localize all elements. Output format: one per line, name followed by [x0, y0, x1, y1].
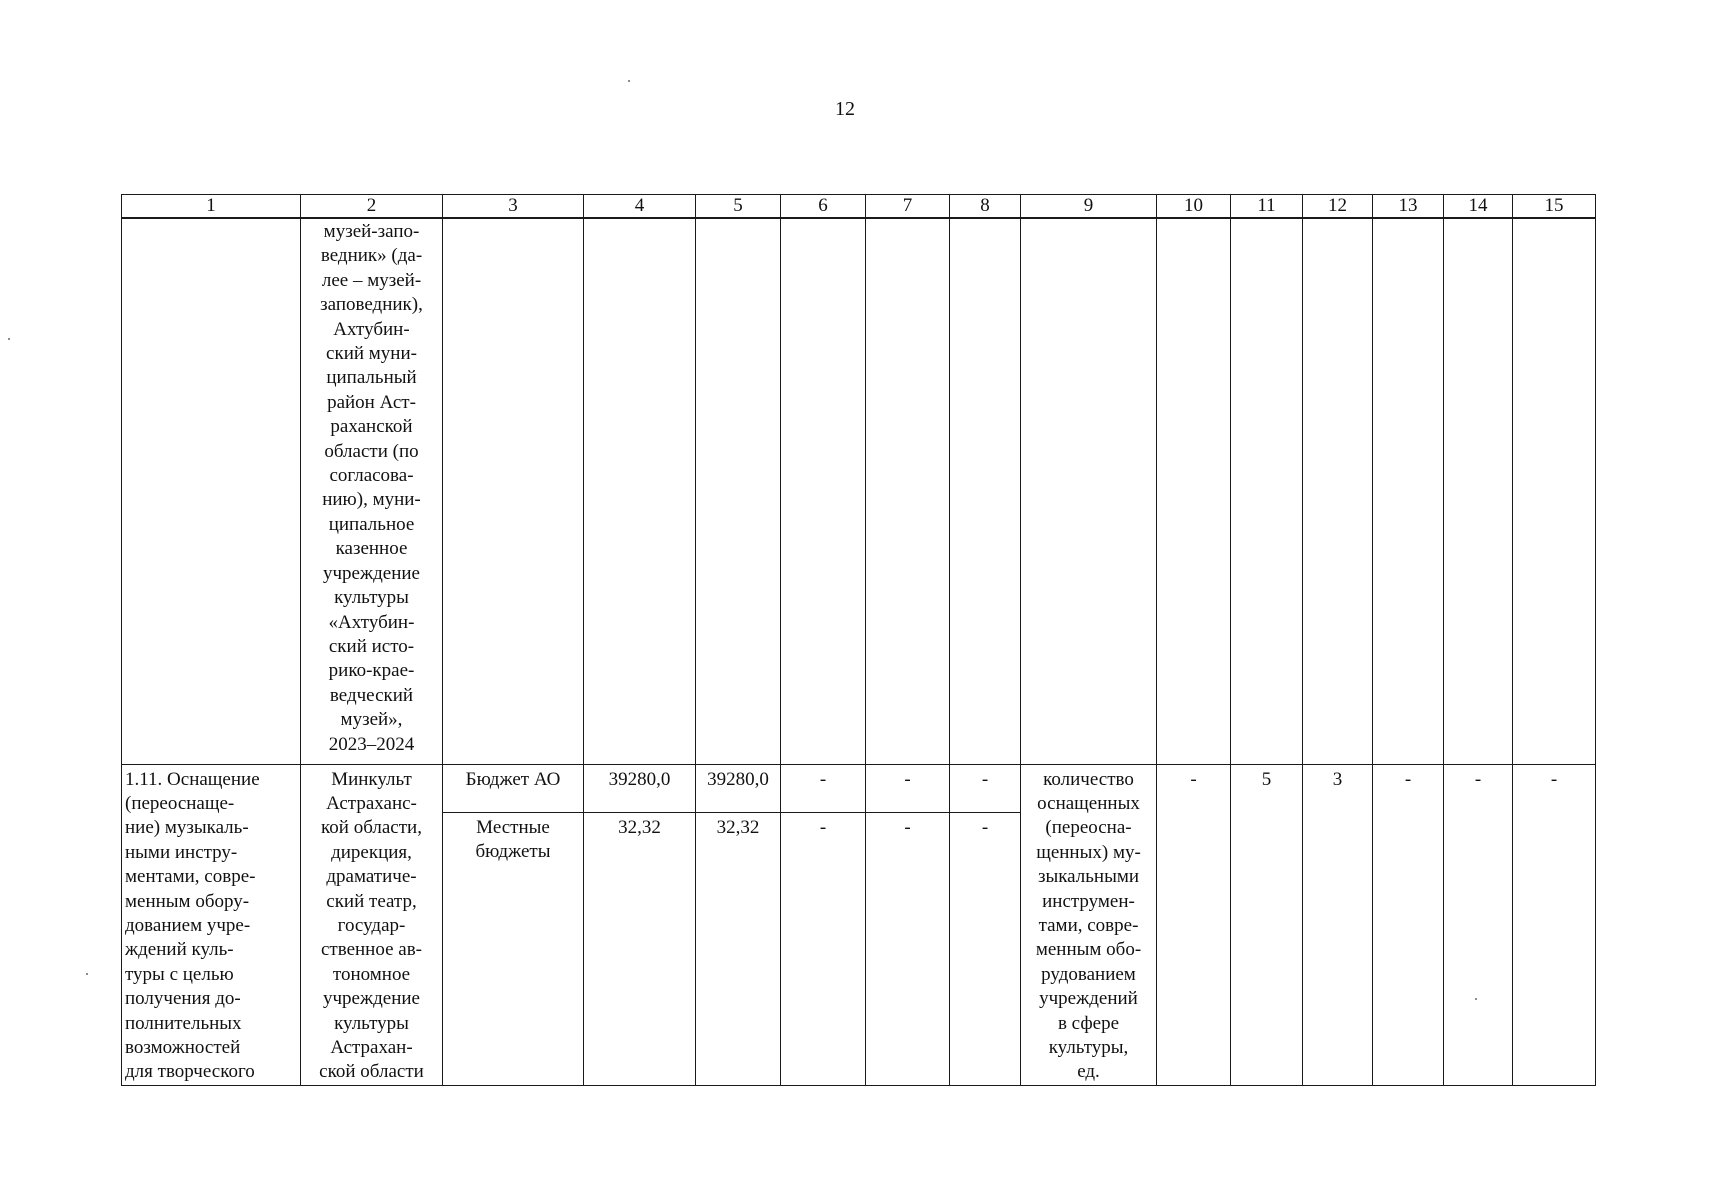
funding-source: Бюджет АО	[443, 764, 584, 812]
empty-cell	[866, 218, 950, 764]
empty-cell	[1157, 218, 1231, 764]
column-number: 6	[781, 195, 866, 219]
indicator-value: 3	[1303, 764, 1373, 1085]
column-number: 1	[122, 195, 301, 219]
column-number: 10	[1157, 195, 1231, 219]
scan-speck	[628, 80, 630, 82]
indicator-value: -	[1444, 764, 1513, 1085]
column-number: 15	[1513, 195, 1596, 219]
empty-cell	[1021, 218, 1157, 764]
funding-value: -	[866, 812, 950, 1085]
funding-value: 32,32	[584, 812, 696, 1085]
empty-cell	[781, 218, 866, 764]
column-number-row	[122, 195, 1596, 219]
empty-cell	[1513, 218, 1596, 764]
column-number: 11	[1231, 195, 1303, 219]
column-number: 7	[866, 195, 950, 219]
column-number: 3	[443, 195, 584, 219]
indicator-value: -	[1513, 764, 1596, 1085]
funding-value: 39280,0	[584, 764, 696, 812]
funding-value: -	[950, 764, 1021, 812]
page-number: 12	[835, 98, 855, 120]
program-table	[121, 194, 1596, 1086]
column-number: 14	[1444, 195, 1513, 219]
column-number: 12	[1303, 195, 1373, 219]
empty-cell	[1303, 218, 1373, 764]
indicator-name: количество оснащенных (переосна- щенных) му- зыкальными инструмен- тами, совре- менным обо- рудованием учреждений в сфере культуры, ед.	[1021, 764, 1157, 1085]
scan-speck	[1475, 998, 1477, 1000]
empty-cell	[122, 218, 301, 764]
indicator-value: -	[1157, 764, 1231, 1085]
scan-speck	[8, 338, 10, 340]
indicator-value: 5	[1231, 764, 1303, 1085]
empty-cell	[1373, 218, 1444, 764]
executor-continuation: музей-запо- ведник» (да- лее – музей- заповедник), Ахтубин- ский муни- ципальный район Аст- раханской области (по согласова- нию), муни- ципальное казенное учреждение культуры «Ахтубин- ский исто- рико-крае- ведческий музей», 2023–2024	[301, 218, 443, 764]
column-number: 9	[1021, 195, 1157, 219]
empty-cell	[950, 218, 1021, 764]
column-number: 8	[950, 195, 1021, 219]
empty-cell	[1444, 218, 1513, 764]
measure-executor: Минкульт Астраханс- кой области, дирекция, драматиче- ский театр, государ- ственное ав- тономное учреждение культуры Астрахан- ской области	[301, 764, 443, 1085]
continued-row	[122, 218, 1596, 764]
funding-source: Местные бюджеты	[443, 812, 584, 1085]
empty-cell	[584, 218, 696, 764]
empty-cell	[443, 218, 584, 764]
column-number: 4	[584, 195, 696, 219]
indicator-value: -	[1373, 764, 1444, 1085]
measure-name: 1.11. Оснащение (переоснаще- ние) музыкаль- ными инстру- ментами, совре- менным обору- дованием учре- ждений куль- туры с целью получения до- полнительных возможностей для творческого	[122, 764, 301, 1085]
empty-cell	[1231, 218, 1303, 764]
scan-speck	[86, 973, 88, 975]
funding-value: 39280,0	[696, 764, 781, 812]
funding-value: -	[866, 764, 950, 812]
funding-value: 32,32	[696, 812, 781, 1085]
column-number: 5	[696, 195, 781, 219]
column-number: 13	[1373, 195, 1444, 219]
funding-value: -	[950, 812, 1021, 1085]
empty-cell	[696, 218, 781, 764]
column-number: 2	[301, 195, 443, 219]
funding-value: -	[781, 812, 866, 1085]
funding-value: -	[781, 764, 866, 812]
funding-row-regional	[122, 764, 1596, 812]
